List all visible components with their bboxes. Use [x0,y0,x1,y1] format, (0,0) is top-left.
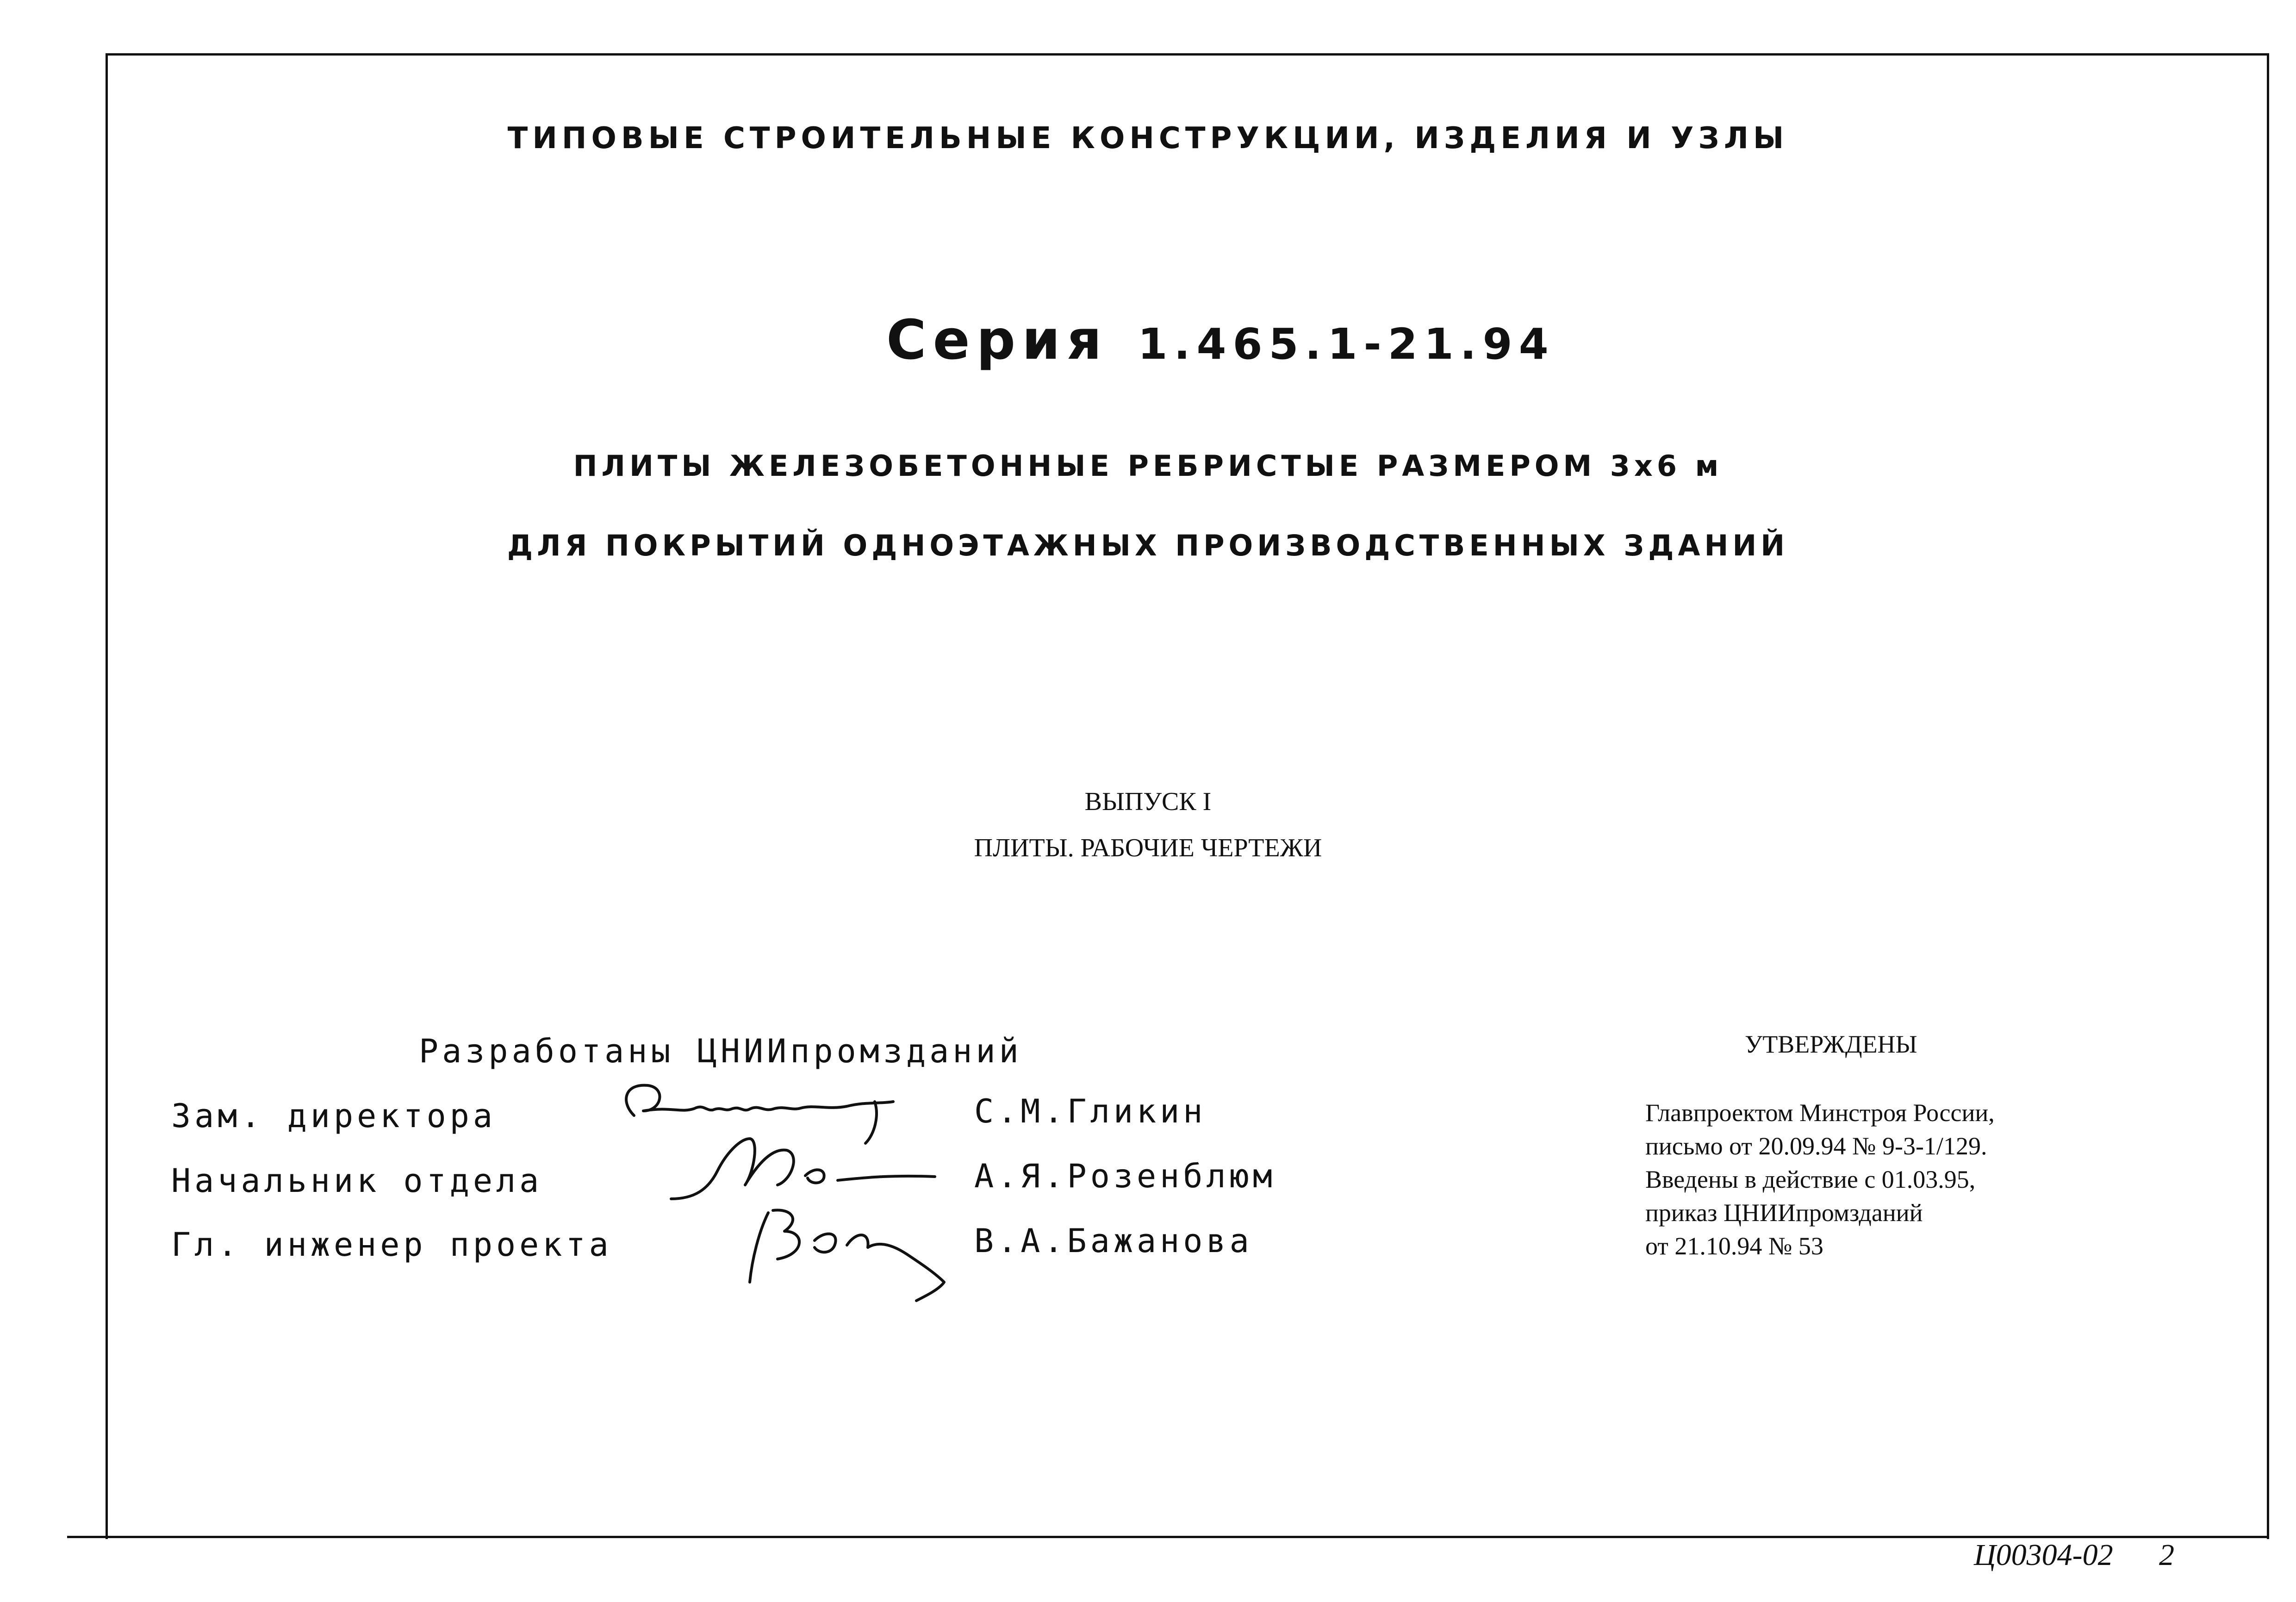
approval-line-5: от 21.10.94 № 53 [1645,1232,1823,1260]
page-number: 2 [2159,1538,2174,1572]
developer-name-1: С.М.Гликин [974,1092,1207,1130]
approval-line-4: приказ ЦНИИпромзданий [1645,1199,1923,1227]
approval-text [1645,1096,1995,1263]
subtitle-line-2: ДЛЯ ПОКРЫТИЙ ОДНОЭТАЖНЫХ ПРОИЗВОДСТВЕННЫХ ЗДАНИЙ [507,529,1789,562]
approval-heading: УТВЕРЖДЕНЫ [1745,1030,1917,1058]
developer-role-2: Начальник отдела [171,1162,543,1200]
signature-icon [740,1203,953,1305]
series-word: Серия [886,308,1108,372]
bottom-rule [67,1536,2269,1538]
developer-name-3: В.А.Бажанова [974,1222,1253,1260]
subtitle-line-1: ПЛИТЫ ЖЕЛЕЗОБЕТОННЫЕ РЕБРИСТЫЕ РАЗМЕРОМ 3х6 м [573,449,1723,483]
issue-subtitle: ПЛИТЫ. РАБОЧИЕ ЧЕРТЕЖИ [974,834,1322,862]
top-title: ТИПОВЫЕ СТРОИТЕЛЬНЫЕ КОНСТРУКЦИИ, ИЗДЕЛИЯ И УЗЛЫ [507,121,1789,156]
signature-icon [666,1129,953,1208]
developer-role-1: Зам. директора [171,1097,497,1135]
issue-title: ВЫПУСК I [1084,787,1212,816]
approval-line-1: Главпроектом Минстроя России, [1645,1099,1995,1127]
developer-name-2: А.Я.Розенблюм [974,1157,1276,1195]
approval-line-2: письмо от 20.09.94 № 9-3-1/129. [1645,1132,1987,1160]
series-title [886,308,1555,372]
approval-line-3: Введены в действие с 01.03.95, [1645,1166,1976,1193]
document-code: Ц00304-02 [1974,1538,2113,1572]
developers-heading: Разработаны ЦНИИпромзданий [419,1032,1022,1070]
developer-role-3: Гл. инженер проекта [171,1226,612,1264]
series-number: 1.465.1-21.94 [1138,319,1555,369]
